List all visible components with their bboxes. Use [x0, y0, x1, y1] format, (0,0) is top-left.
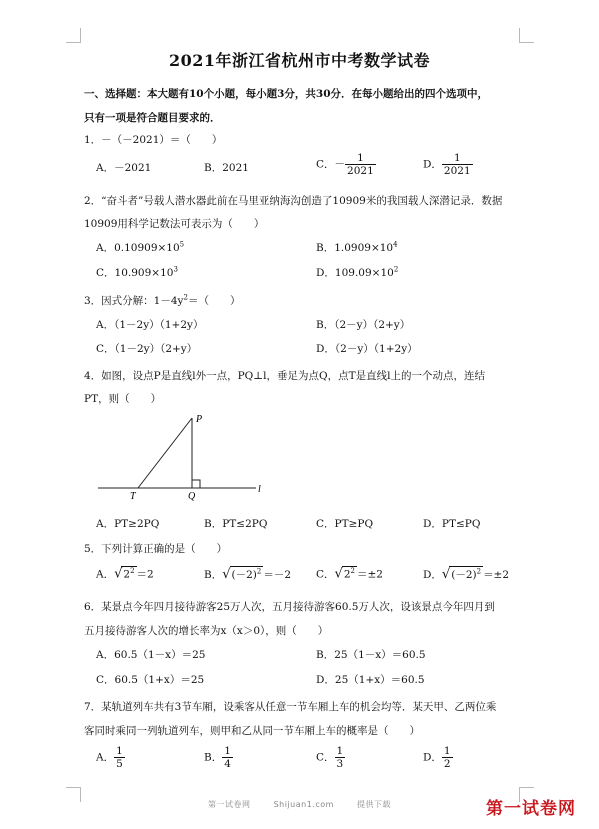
- q5-b-prefix: B．: [204, 569, 223, 581]
- q5-option-c: [316, 566, 383, 582]
- q3-option-c: C．（1－2y）（2+y）: [96, 343, 198, 355]
- q5-c-radicand: [342, 566, 357, 581]
- q1-option-d: [423, 152, 473, 177]
- radical-sign-icon: √: [222, 567, 231, 582]
- radical-sign-icon: √: [114, 566, 123, 582]
- q5-option-b: [204, 566, 291, 582]
- q6-option-c: C．60.5（1+x）＝25: [96, 674, 205, 686]
- q7-a-numerator: 1: [116, 745, 123, 757]
- q1-option-a: A．－2021: [96, 162, 152, 174]
- q1-stem: 1．－（－2021）＝（ ）: [84, 134, 223, 146]
- q6-option-b: B．25（1－x）＝60.5: [316, 649, 426, 661]
- crop-mark-top-right: [519, 28, 534, 43]
- q5-d-radicand: [449, 566, 483, 582]
- q5-b-radicand: [230, 566, 264, 582]
- q7-option-b: [204, 745, 233, 770]
- q3-option-b: B．（2－y）（2+y）: [316, 319, 411, 331]
- segment-pt: [138, 418, 192, 488]
- q7-a-prefix: A．: [96, 751, 115, 764]
- q4-option-c: C．PT≥PQ: [316, 518, 374, 530]
- q7-a-fraction: [114, 745, 125, 770]
- q5-option-d: [423, 566, 509, 582]
- q5-c-exponent: 2: [350, 567, 355, 575]
- q2-d-text: D．109.09×10: [316, 267, 394, 279]
- q2-a-exponent: 5: [179, 240, 185, 249]
- q7-d-fraction: [442, 745, 453, 770]
- q5-a-post: ＝2: [136, 568, 154, 581]
- q5-option-a: [96, 566, 154, 582]
- q4-stem-line2: PT，则（ ）: [84, 393, 162, 405]
- q7-b-prefix: B．: [204, 751, 223, 764]
- section-heading-line2: 只有一项是符合题目要求的．: [84, 112, 221, 124]
- footer-site-name: 第一试卷网: [208, 800, 251, 809]
- q3-stem-post: ＝（ ）: [187, 295, 241, 307]
- q7-d-denominator: 2: [443, 758, 451, 770]
- q5-d-post: ＝±2: [483, 569, 510, 581]
- footer-download-note: 提供下载: [356, 800, 391, 809]
- q3-option-d: D．（2－y）（1+2y）: [316, 343, 418, 355]
- right-angle-mark: [192, 480, 200, 488]
- q7-c-fraction: [335, 745, 346, 770]
- q2-a-text: A．0.10909×10: [96, 242, 180, 254]
- q7-d-numerator: 1: [443, 745, 451, 757]
- q7-option-d: [423, 745, 453, 770]
- q5-d-exponent: 2: [476, 567, 482, 576]
- label-l: l: [258, 484, 261, 495]
- q1-d-prefix: D．: [423, 158, 442, 171]
- crop-mark-top-left: [66, 28, 81, 43]
- q5-stem: 5．下列计算正确的是（ ）: [84, 543, 228, 555]
- q1-option-b: B．2021: [204, 162, 249, 174]
- q1-c-prefix: C．－: [316, 158, 346, 171]
- q7-b-fraction: [222, 745, 233, 770]
- q1-option-c: [316, 152, 376, 177]
- q5-b-post: ＝－2: [263, 569, 292, 581]
- q5-d-base: (－2): [451, 569, 477, 581]
- q2-option-b: [316, 240, 398, 255]
- q5-d-prefix: D．: [423, 569, 442, 581]
- q5-a-exponent: 2: [130, 567, 135, 575]
- q1-d-fraction: [442, 152, 473, 177]
- radical-sign-icon: √: [334, 566, 343, 582]
- q2-d-exponent: 2: [393, 265, 399, 274]
- q1-c-denominator: 2021: [347, 165, 374, 177]
- q2-option-d: [316, 265, 398, 280]
- q3-option-a: A．（1－2y）（1+2y）: [96, 319, 204, 331]
- section-heading-line1: 一、选择题：本大题有10个小题，每小题3分，共30分．在每小题给出的四个选项中，: [84, 88, 489, 100]
- label-p: P: [196, 414, 203, 425]
- label-q: Q: [188, 491, 196, 502]
- q6-option-d: D．25（1+x）＝60.5: [316, 674, 425, 686]
- q5-b-exponent: 2: [256, 567, 262, 576]
- footer-site-url[interactable]: Shijuan1.com: [273, 800, 334, 809]
- q5-b-base: (－2): [231, 569, 257, 581]
- q7-b-denominator: 4: [224, 758, 231, 770]
- q2-b-text: B．1.0909×10: [316, 242, 394, 254]
- q5-a-prefix: A．: [96, 568, 115, 581]
- q1-d-numerator: 1: [442, 152, 473, 165]
- radical-sign-icon: √: [441, 567, 451, 582]
- q6-stem-line2: 五月接待游客人次的增长率为x（x＞0），则（ ）: [84, 625, 329, 637]
- q6-option-a: A．60.5（1－x）＝25: [96, 649, 206, 661]
- q5-c-post: ＝±2: [357, 568, 383, 581]
- site-logo: 第一试卷网: [486, 799, 576, 819]
- q2-stem-line2: 10909用科学记数法可表示为（ ）: [84, 218, 265, 230]
- q4-option-d: D．PT≤PQ: [423, 518, 481, 530]
- q7-c-prefix: C．: [316, 751, 335, 764]
- q3-stem-pre: 3．因式分解：1－4y: [84, 295, 184, 307]
- q4-stem-line1: 4．如图，设点P是直线l外一点，PQ⊥l，垂足为点Q，点T是直线l上的一个动点，连结: [84, 370, 485, 382]
- q1-c-numerator: 1: [345, 152, 376, 165]
- q4-geometry-figure: [96, 410, 271, 502]
- q2-option-a: [96, 240, 184, 255]
- q4-option-a: A．PT≥2PQ: [96, 518, 160, 530]
- q7-d-prefix: D．: [423, 751, 442, 764]
- q3-stem: [84, 293, 240, 308]
- q2-c-text: C．10.909×10: [96, 267, 174, 279]
- q7-c-numerator: 1: [336, 745, 344, 757]
- q7-stem-line1: 7．某轨道列车共有3节车厢，设乘客从任意一节车厢上车的机会均等．某天甲、乙两位乘: [84, 701, 497, 713]
- q4-option-b: B．PT≤2PQ: [204, 518, 268, 530]
- page-title: 2021年浙江省杭州市中考数学试卷: [168, 51, 431, 70]
- q7-option-a: [96, 745, 125, 770]
- q5-a-base: 2: [123, 568, 131, 581]
- q1-d-denominator: 2021: [443, 165, 471, 177]
- q5-c-prefix: C．: [316, 568, 335, 581]
- q2-stem-line1: 2．“奋斗者”号载人潜水器此前在马里亚纳海沟创造了10909米的我国载人深潜记录．数据: [84, 195, 503, 207]
- q3-stem-exponent: 2: [183, 293, 188, 302]
- q7-stem-line2: 客同时乘同一列轨道列车，则甲和乙从同一节车厢上车的概率是（ ）: [84, 725, 420, 737]
- q7-a-denominator: 5: [116, 758, 123, 770]
- q7-option-c: [316, 745, 345, 770]
- q5-c-base: 2: [343, 568, 351, 581]
- q7-c-denominator: 3: [336, 758, 344, 770]
- q6-stem-line1: 6．某景点今年四月接待游客25万人次，五月接待游客60.5万人次，设该景点今年四月到: [84, 601, 495, 613]
- q2-b-exponent: 4: [393, 240, 398, 249]
- q1-c-fraction: [345, 152, 376, 177]
- label-t: T: [130, 491, 136, 502]
- q7-b-numerator: 1: [224, 745, 231, 757]
- q5-a-radicand: [121, 566, 136, 581]
- q2-c-exponent: 3: [173, 265, 178, 274]
- q2-option-c: [96, 265, 178, 280]
